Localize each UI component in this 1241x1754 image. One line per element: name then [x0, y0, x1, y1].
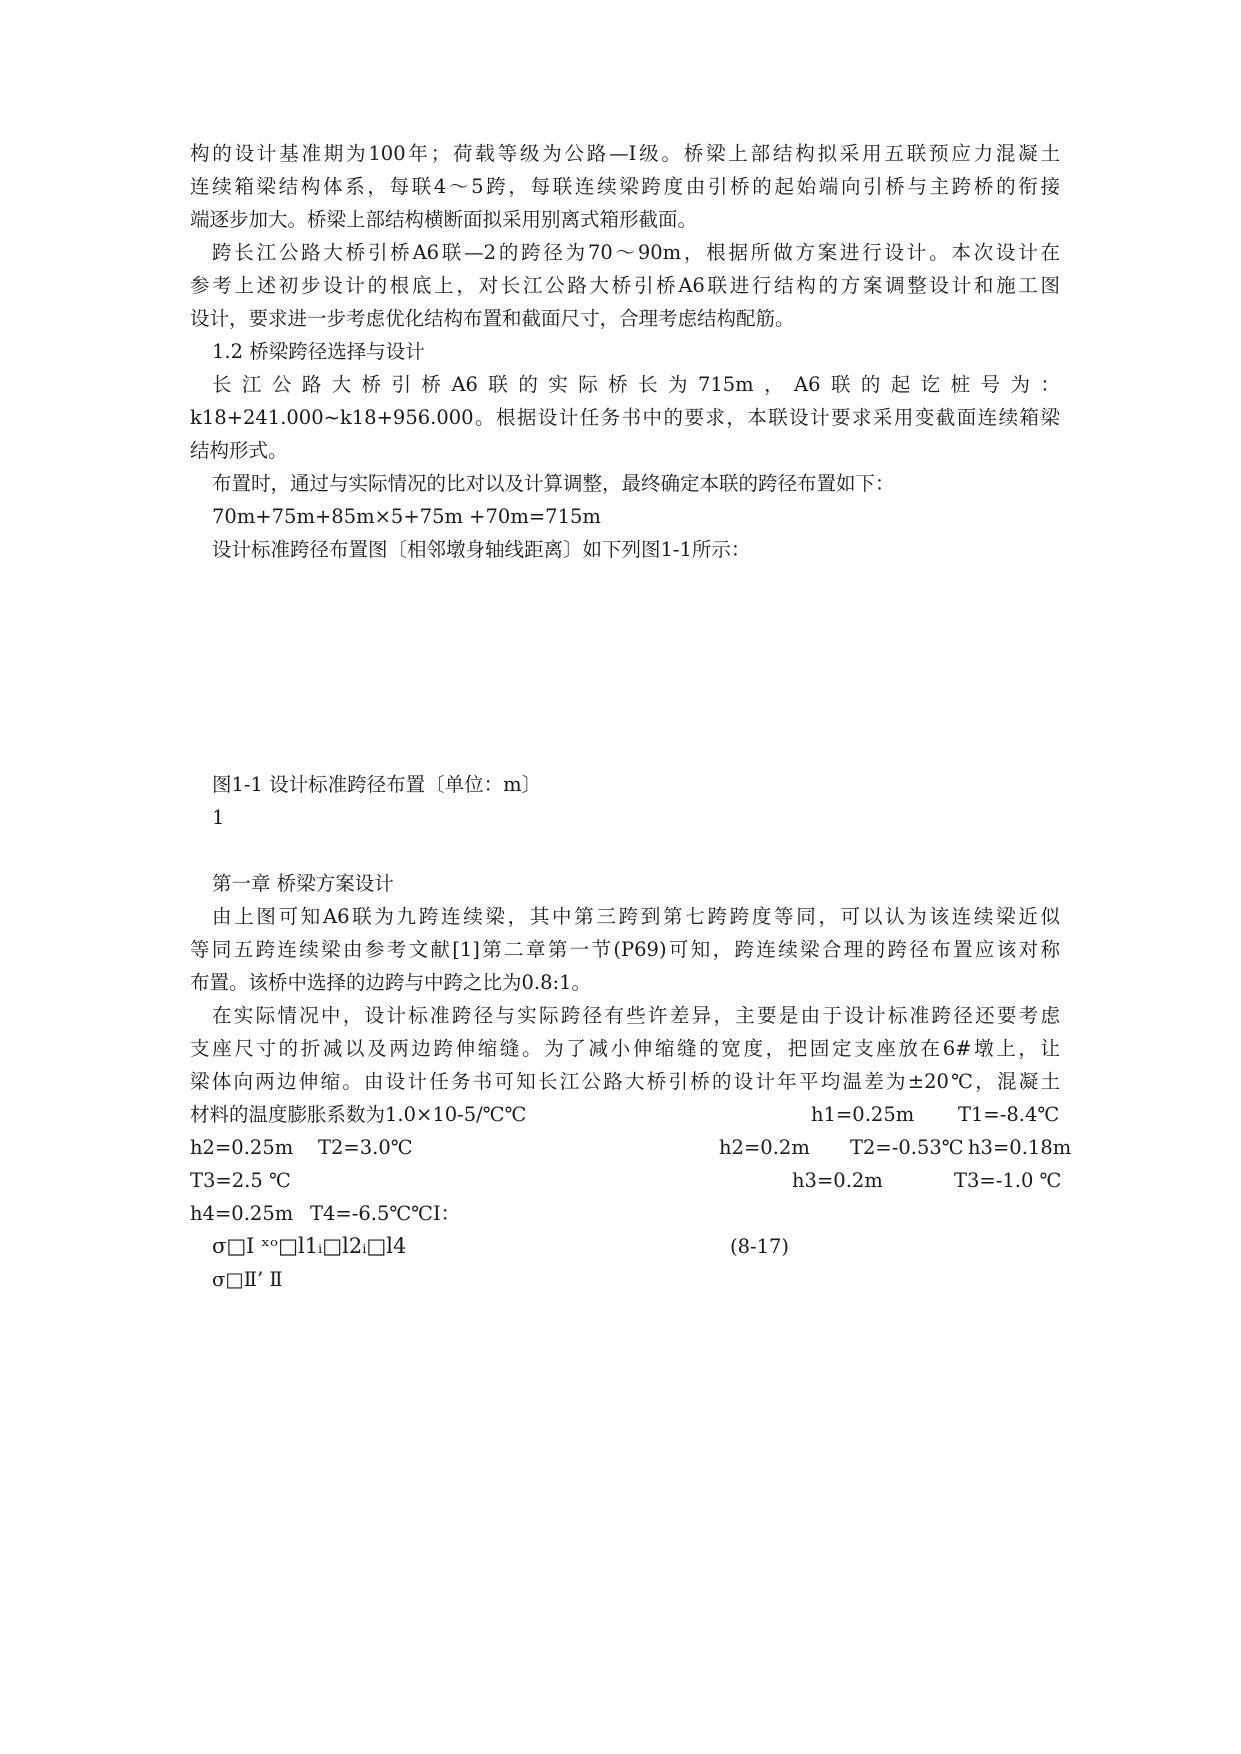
- chapter-heading-text: 第一章 桥梁方案设计: [212, 872, 394, 895]
- temp-value: h2=0.25m: [190, 1136, 294, 1159]
- text-line: 在实际情况中，设计标准跨径与实际跨径有些许差异，主要是由于设计标准跨径还要考虑: [212, 1004, 1060, 1027]
- paragraph-2: [190, 236, 1060, 335]
- span-formula: 70m+75m+85m×5+75m +70m=715m: [212, 505, 601, 528]
- temp-value: T2=-0.53℃: [850, 1136, 964, 1159]
- equation-text: σ□Ⅰ ˣᵒ□l1ᵢ□l2ᵢ□l4: [212, 1234, 407, 1258]
- text-line: 参考上述初步设计的根底上，对长江公路大桥引桥A6联进行结构的方案调整设计和施工图: [190, 274, 1060, 297]
- text-line: k18+241.000~k18+956.000。根据设计任务书中的要求，本联设计要求采用变截面连续箱梁: [190, 406, 1060, 429]
- text-line: 跨长江公路大桥引桥A6联—2的跨径为70～90m，根据所做方案进行设计。本次设计在: [212, 241, 1060, 264]
- text-line: 由上图可知A6联为九跨连续梁，其中第三跨到第七跨跨度等同，可以认为该连续梁近似: [212, 905, 1060, 928]
- text-line: 长江公路大桥引桥A6联的实际桥长为715m，A6联的起讫桩号为：: [212, 373, 1060, 396]
- text-line: 梁体向两边伸缩。由设计任务书可知长江公路大桥引桥的设计年平均温差为±20℃，混凝土: [190, 1070, 1060, 1093]
- text-line: 设计标准跨径布置图〔相邻墩身轴线距离〕如下列图1-1所示：: [212, 538, 751, 561]
- equation-1: [190, 1230, 1060, 1263]
- page-number: 1: [212, 806, 225, 829]
- paragraph-4: [190, 467, 1060, 566]
- temperature-rows: [190, 1098, 1072, 1230]
- text-line: 设计，要求进一步考虑优化结构布置和截面尺寸，合理考虑结构配筋。: [190, 307, 795, 330]
- temp-value: h2=0.2m: [719, 1136, 810, 1159]
- equation-2: [190, 1263, 1060, 1296]
- temp-value: h3=0.2m: [792, 1169, 883, 1192]
- temp-value: h4=0.25m: [190, 1202, 294, 1225]
- temp-row-1: [190, 1098, 1060, 1131]
- temp-value: T3=-1.0 ℃: [954, 1169, 1062, 1192]
- temp-value: T3=2.5 ℃: [190, 1169, 291, 1192]
- text-line: 端逐步加大。桥梁上部结构横断面拟采用别离式箱形截面。: [190, 208, 698, 231]
- temp-text: 材料的温度膨胀系数为1.0×10-5/℃℃: [190, 1103, 527, 1126]
- temp-value: T1=-8.4℃: [958, 1103, 1060, 1126]
- equation-text: σ□Ⅱ’ Ⅱ: [212, 1268, 283, 1291]
- paragraph-7: [190, 999, 1060, 1098]
- temp-value: T4=-6.5℃℃Ⅰ：: [310, 1202, 461, 1225]
- chapter-heading: [190, 867, 1060, 900]
- text-line: 布置。该桥中选择的边跨与中跨之比为0.8:1。: [190, 971, 591, 994]
- temp-value: h1=0.25m: [811, 1103, 915, 1126]
- equation-block: [190, 1230, 1060, 1296]
- text-line: 支座尺寸的折减以及两边跨伸缩缝。为了减小伸缩缝的宽度，把固定支座放在6#墩上，让: [190, 1037, 1060, 1060]
- text-line: 结构形式。: [190, 439, 288, 462]
- temp-row-2: [190, 1131, 1072, 1164]
- text-line: 连续箱梁结构体系，每联4～5跨，每联连续梁跨度由引桥的起始端向引桥与主跨桥的衔接: [190, 175, 1060, 198]
- section-heading-text: 1.2 桥梁跨径选择与设计: [212, 340, 425, 363]
- temp-row-4: [190, 1197, 1060, 1230]
- text-line: 等同五跨连续梁由参考文献[1]第二章第一节(P69)可知，跨连续梁合理的跨径布置应该对称: [190, 938, 1060, 961]
- temp-value: h3=0.18m: [968, 1136, 1072, 1159]
- text-line: 布置时，通过与实际情况的比对以及计算调整，最终确定本联的跨径布置如下：: [212, 472, 895, 495]
- temp-value: T2=3.0℃: [318, 1136, 413, 1159]
- paragraph-6: [190, 900, 1060, 999]
- figure-caption: 图1-1 设计标准跨径布置〔单位：m〕: [212, 773, 542, 796]
- section-heading: [190, 335, 1060, 368]
- text-line: 构的设计基准期为100年；荷载等级为公路—I级。桥梁上部结构拟采用五联预应力混凝土: [190, 142, 1060, 165]
- figure-caption-block: [190, 768, 1060, 834]
- paragraph-3: [190, 368, 1060, 467]
- paragraph-1: [190, 137, 1060, 236]
- temp-row-3: [190, 1164, 1060, 1197]
- equation-number: (8-17): [730, 1235, 790, 1258]
